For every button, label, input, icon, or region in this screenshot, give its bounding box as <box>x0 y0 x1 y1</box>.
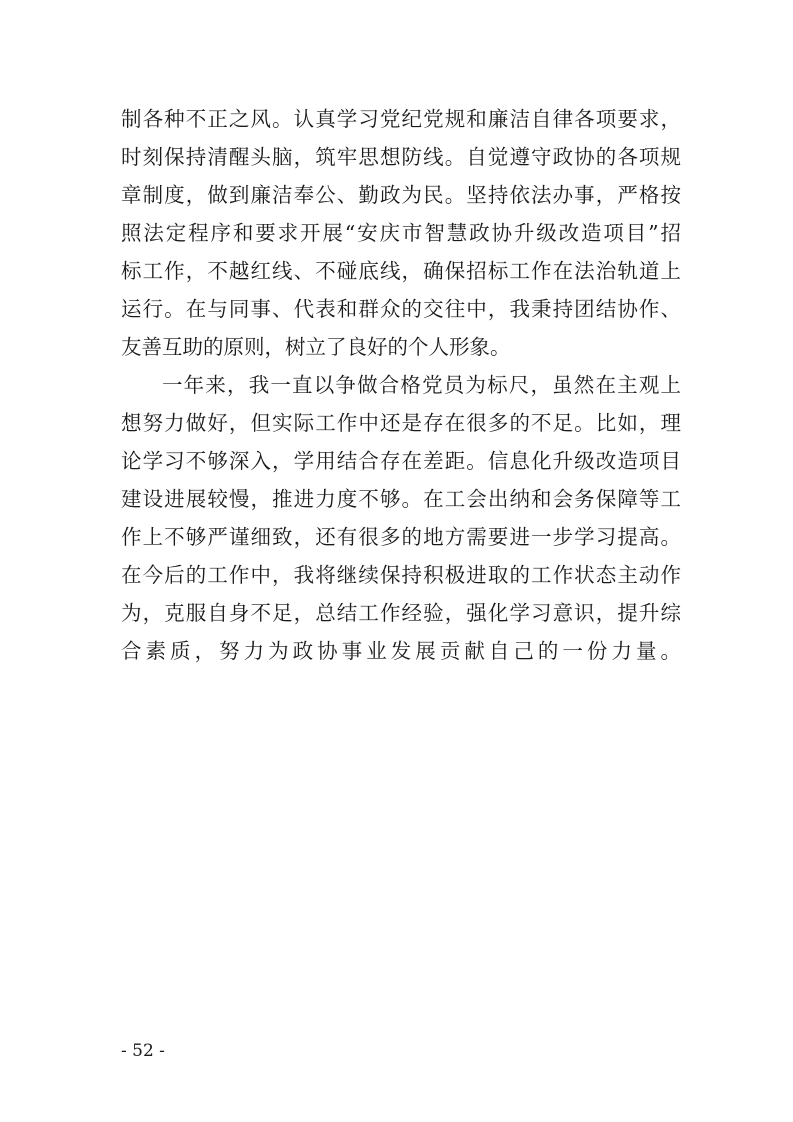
text-line: 友善互助的原则，树立了良好的个人形象。 <box>121 335 511 359</box>
text-line: 作上不够严谨细致，还有很多的地方需要进一步学习提高。 <box>121 525 681 549</box>
text-line: 在今后的工作中，我将继续保持积极进取的工作状态主动作 <box>121 563 681 587</box>
text-line: 论学习不够深入，学用结合存在差距。信息化升级改造项目 <box>121 449 681 473</box>
text-line: 一年来，我一直以争做合格党员为标尺，虽然在主观上 <box>162 373 681 397</box>
text-line: 运行。在与同事、代表和群众的交往中，我秉持团结协作、 <box>121 297 681 321</box>
text-line: 标工作，不越红线、不碰底线，确保招标工作在法治轨道上 <box>121 259 681 283</box>
text-line: 合素质，努力为政协事业发展贡献自己的一份力量。 <box>121 639 681 663</box>
text-line <box>121 670 681 708</box>
text-line: 照法定程序和要求开展“安庆市智慧政协升级改造项目”招 <box>121 221 681 245</box>
paragraph-2 <box>121 366 681 708</box>
page-number: - 52 - <box>121 1041 165 1061</box>
text-line: 制各种不正之风。认真学习党纪党规和廉洁自律各项要求， <box>121 107 681 131</box>
paragraph-1 <box>121 100 681 366</box>
text-line: 想努力做好，但实际工作中还是存在很多的不足。比如，理 <box>121 411 681 435</box>
text-line: 章制度，做到廉洁奉公、勤政为民。坚持依法办事，严格按 <box>121 183 681 207</box>
text-line: 建设进展较慢，推进力度不够。在工会出纳和会务保障等工 <box>121 487 681 511</box>
text-line: 时刻保持清醒头脑，筑牢思想防线。自觉遵守政协的各项规 <box>121 145 681 169</box>
text-line: 为，克服自身不足，总结工作经验，强化学习意识，提升综 <box>121 601 681 625</box>
body-text <box>121 100 681 708</box>
